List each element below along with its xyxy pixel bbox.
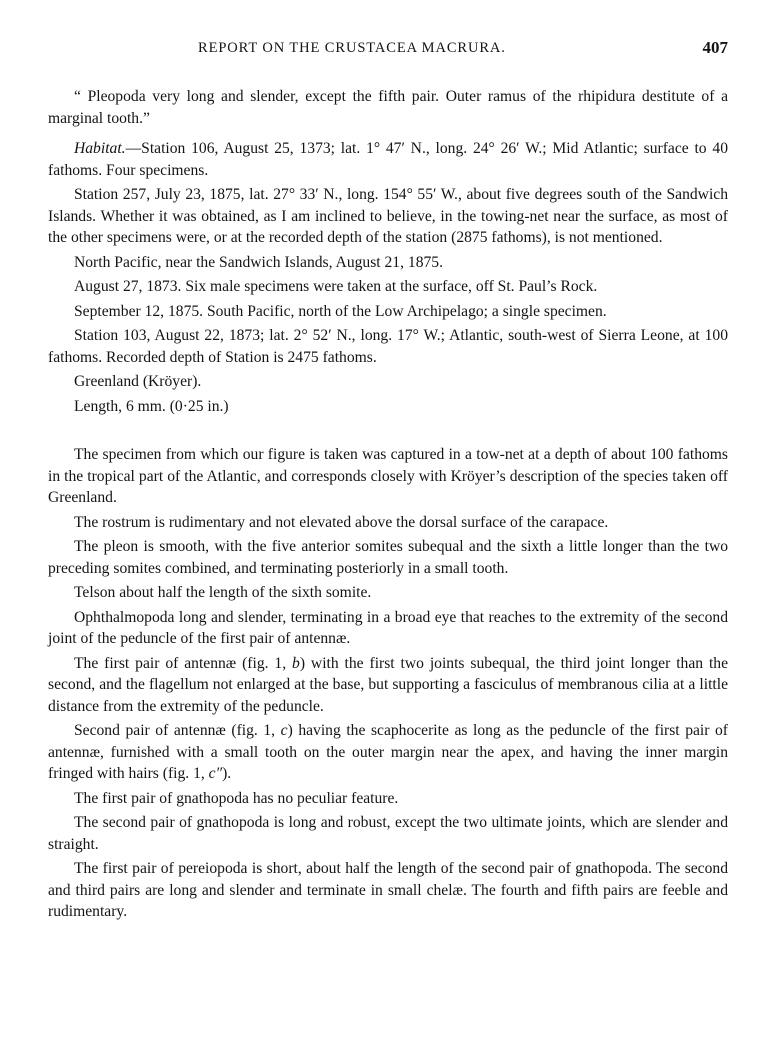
description-gnathopoda-second: The second pair of gnathopoda is long and robust, except the two ultimate joints, which are slender and straight.	[48, 814, 728, 853]
description-pereiopoda: The first pair of pereiopoda is short, about half the length of the second pair of gnathopoda. The second and third pairs are long and slender and terminate in small chelæ. The fourth and fifth pairs are feeble and rudimentary.	[48, 860, 728, 920]
description-pleon: The pleon is smooth, with the five anterior somites subequal and the sixth a little longer than the two preceding somites combined, and terminating posteriorly in a small tooth.	[48, 538, 728, 577]
habitat-record: Greenland (Kröyer).	[74, 373, 202, 390]
running-head: REPORT ON THE CRUSTACEA MACRURA.	[198, 40, 506, 56]
antennae-second-text: ).	[222, 765, 232, 782]
antennae-first-text: ) with the first two joints subequal, the third joint longer than the second, and the flagellum not enlarged at the base, but supporting a fasciculus of membranous cilia at a little distance from the extremity of the peduncle.	[48, 654, 729, 715]
description-ophthalmopoda: Ophthalmopoda long and slender, terminating in a broad eye that reaches to the extremity of the second joint of the peduncle of the first pair of antennæ.	[48, 608, 728, 647]
habitat-record: September 12, 1875. South Pacific, north of the Low Archipelago; a single specimen.	[74, 302, 607, 320]
description-telson: Telson about half the length of the sixth somite.	[74, 584, 372, 601]
habitat-paragraph	[48, 138, 728, 181]
antennae-second-text: Second pair of antennæ (fig. 1,	[74, 722, 281, 739]
document-page	[48, 38, 728, 926]
habitat-label: Habitat.	[74, 140, 126, 157]
page-header	[48, 38, 728, 68]
antennae-second-text: ) having the scaphocerite as long as the peduncle of the first pair of antennæ, furnished with a small tooth on the outer margin near the apex, and having the inner margin fringed with hairs (fig. 1,	[48, 722, 729, 782]
habitat-record: Station 257, July 23, 1875, lat. 27° 33′ N., long. 154° 55′ W., about five degrees south of the Sandwich Islands. Whether it was obtained, as I am inclined to believe, in the towing-net near the surface, as most of the other specimens were, or at the recorded depth of the station (2875 fathoms), is not mentioned.	[48, 186, 728, 246]
description-rostrum: The rostrum is rudimentary and not elevated above the dorsal surface of the carapace.	[74, 513, 609, 531]
description-antennae-second	[48, 720, 728, 785]
description-gnathopoda-first: The first pair of gnathopoda has no peculiar feature.	[74, 789, 399, 807]
habitat-record: Station 103, August 22, 1873; lat. 2° 52′ N., long. 17° W.; Atlantic, south-west of Sierra Leone, at 100 fathoms. Recorded depth of Station is 2475 fathoms.	[48, 327, 728, 366]
habitat-text: —Station 106, August 25, 1373; lat. 1° 47′ N., long. 24° 26′ W.; Mid Atlantic; surface to 40 fathoms. Four specimens.	[48, 140, 728, 179]
quoted-diagnosis: “ Pleopoda very long and slender, except the fifth pair. Outer ramus of the rhipidura destitute of a marginal tooth.”	[48, 88, 728, 127]
description-antennae-first	[48, 653, 728, 718]
figure-reference: c	[280, 722, 288, 739]
description-intro: The specimen from which our figure is taken was captured in a tow-net at a depth of about 100 fathoms in the tropical part of the Atlantic, and corresponds closely with Kröyer’s description of the species taken off Greenland.	[48, 446, 728, 506]
antennae-first-text: The first pair of antennæ (fig. 1,	[74, 654, 293, 672]
habitat-record: August 27, 1873. Six male specimens were taken at the surface, off St. Paul’s Rock.	[74, 278, 598, 295]
page-number: 407	[702, 38, 728, 57]
figure-reference: b	[292, 654, 300, 672]
figure-reference: c″	[208, 765, 223, 782]
habitat-record: North Pacific, near the Sandwich Islands, August 21, 1875.	[74, 253, 443, 271]
specimen-length: Length, 6 mm. (0·25 in.)	[74, 397, 229, 415]
